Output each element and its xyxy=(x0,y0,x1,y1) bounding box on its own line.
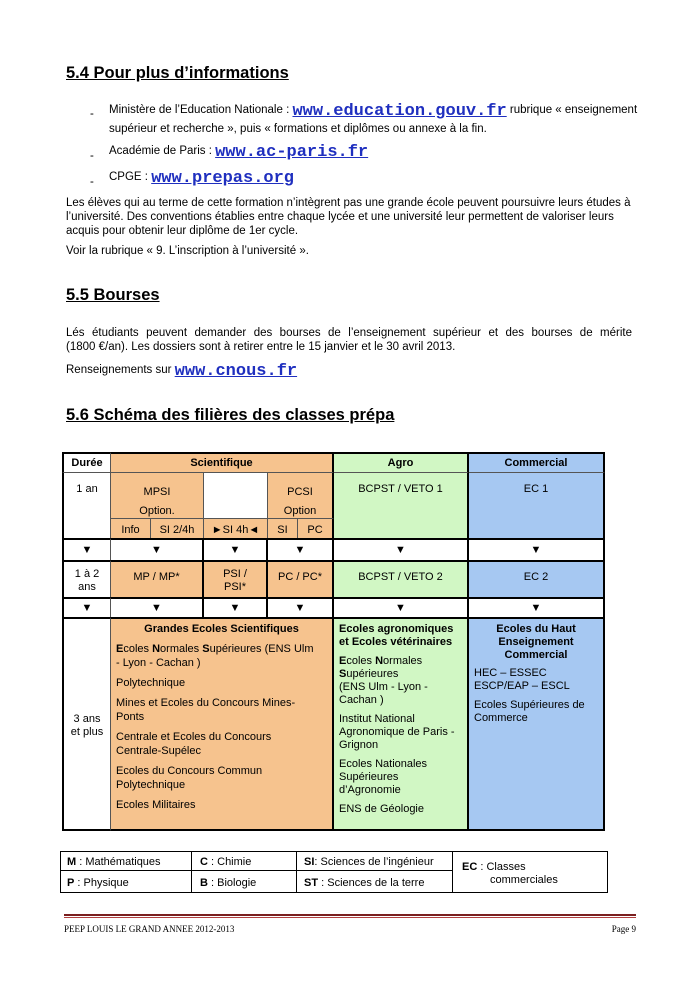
legend-value: : Physique xyxy=(74,877,129,889)
footer-rule-thin xyxy=(64,917,636,918)
legend-key: M xyxy=(67,856,77,868)
footer-rule xyxy=(64,914,636,916)
agro-item: Cachan ) xyxy=(339,694,384,706)
item-prefix: Académie de Paris : xyxy=(109,145,216,157)
sci-item: Centrale-Supélec xyxy=(116,745,201,757)
legend-p xyxy=(60,871,192,893)
item-prefix: Ministère de l’Education Nationale : xyxy=(109,104,293,116)
legend-key: ST xyxy=(304,877,319,889)
duree-line: et plus xyxy=(70,726,104,738)
opt-info: Info xyxy=(111,518,151,538)
legend-si xyxy=(297,851,453,871)
section-title-5-5: 5.5 Bourses xyxy=(66,286,160,304)
arrow-down-icon: ▼ xyxy=(268,597,334,617)
legend-key: EC xyxy=(462,861,478,873)
legend-value: : Sciences de l’ingénieur xyxy=(314,856,434,868)
ec-2: EC 2 xyxy=(469,560,605,597)
paragraph-line: (1800 €/an). Les dossiers sont à retirer entre le 15 janvier et le 30 avril 2013. xyxy=(66,341,456,353)
sci-schools: Grandes Ecoles Scientifiques Ecoles Normales Supérieures (ENS Ulm - Lyon - Cachan ) Polytechnique Mines et Ecoles du Concours Mines- Ponts Centrale et Ecoles du Concours Centrale-Supélec Ecoles du Concours Commun Polytechnique Ecoles Militaires xyxy=(111,617,334,831)
bullet-dash: - xyxy=(90,108,94,120)
bcpst-2: BCPST / VETO 2 xyxy=(334,560,469,597)
paragraph-line: acquis pour obtenir leur diplôme de 1er cycle. xyxy=(66,225,299,237)
psi-line: PSI* xyxy=(223,581,246,593)
sci-item: Polytechnique xyxy=(116,677,186,689)
blank-cell xyxy=(204,473,268,518)
bullet-dash: - xyxy=(90,150,94,162)
com-item: Commerce xyxy=(474,712,528,724)
header-agro: Agro xyxy=(334,452,469,473)
renseignements xyxy=(66,362,297,381)
legend-key: P xyxy=(67,877,75,889)
duree-3-ans xyxy=(62,617,111,831)
prepas-link[interactable]: www.prepas.org xyxy=(151,169,295,188)
arrow-down-icon: ▼ xyxy=(111,597,204,617)
mpsi-label: MPSI xyxy=(143,486,171,498)
legend-value: : Chimie xyxy=(207,856,252,868)
item-continuation: supérieur et recherche », puis « formations et diplômes ou annexe à la fin. xyxy=(109,123,487,135)
legend-c xyxy=(192,851,297,871)
sci-item: Mines et Ecoles du Concours Mines- xyxy=(116,697,296,709)
mpsi-option: Option. xyxy=(139,505,175,517)
pcsi-option: Option xyxy=(283,505,317,517)
item-prefix: CPGE : xyxy=(109,171,152,183)
com-item: HEC – ESSEC xyxy=(474,667,547,679)
arrow-down-icon: ▼ xyxy=(111,538,204,560)
pc-cell: PC / PC* xyxy=(268,560,334,597)
com-schools xyxy=(469,617,605,831)
sci-item: Centrale et Ecoles du Concours xyxy=(116,731,272,743)
paragraph-line: Les élèves qui au terme de cette formation n’intègrent pas une grande école peuvent poursuivre leurs études à xyxy=(66,197,631,209)
legend-key: SI xyxy=(304,856,315,868)
legend-value: : Sciences de la terre xyxy=(318,877,425,889)
pcsi-label: PCSI xyxy=(287,486,313,498)
duree-1-an: 1 an xyxy=(62,473,111,538)
legend-value: : Biologie xyxy=(207,877,257,889)
legend-value: : Classes xyxy=(477,861,526,873)
legend-b xyxy=(192,871,297,893)
list-item xyxy=(109,102,649,121)
sci-item: - Lyon - Cachan ) xyxy=(116,657,201,669)
agro-title: Ecoles agronomiques xyxy=(339,623,454,635)
arrow-down-icon: ▼ xyxy=(268,538,334,560)
opt-si: SI xyxy=(268,518,298,538)
list-item xyxy=(109,169,294,188)
legend-key: C xyxy=(200,856,208,868)
sci-item: Ponts xyxy=(116,711,145,723)
cnous-link[interactable]: www.cnous.fr xyxy=(174,362,298,381)
psi-cell xyxy=(204,560,268,597)
legend-ec xyxy=(453,851,608,893)
sci-item: Polytechnique xyxy=(116,779,186,791)
paragraph xyxy=(66,326,632,354)
mpsi-cell xyxy=(111,473,204,518)
legend-key: B xyxy=(200,877,208,889)
education-link[interactable]: www.education.gouv.fr xyxy=(292,102,507,121)
agro-item: Ecoles Nationales xyxy=(339,758,428,770)
arrow-down-icon: ▼ xyxy=(469,538,605,560)
duree-1-2-ans xyxy=(62,560,111,597)
agro-item: Agronomique de Paris - xyxy=(339,726,455,738)
com-item: Ecoles Supérieures de xyxy=(474,699,585,711)
duree-line: 3 ans xyxy=(73,713,101,725)
legend-value: : Mathématiques xyxy=(76,856,161,868)
legend-m xyxy=(60,851,192,871)
agro-item: Institut National xyxy=(339,713,415,725)
section-title-5-4: 5.4 Pour plus d’informations xyxy=(66,64,289,82)
section-title-5-6: 5.6 Schéma des filières des classes prépa xyxy=(66,406,395,424)
paragraph-line: Lés étudiants peuvent demander des bourses de l’enseignement supérieur et des bourses de mérite xyxy=(66,327,632,339)
com-title: Enseignement xyxy=(498,636,574,648)
renseignements-label: Renseignements sur xyxy=(66,364,175,376)
arrow-down-icon: ▼ xyxy=(334,597,469,617)
com-title: Commercial xyxy=(504,649,568,661)
sci-title: Grandes Ecoles Scientifiques xyxy=(144,623,299,635)
opt-pc: PC xyxy=(298,518,334,538)
header-duree: Durée xyxy=(62,452,111,473)
bullet-dash: - xyxy=(90,176,94,188)
duree-line: 1 à 2 xyxy=(74,568,100,580)
sci-item: Ecoles du Concours Commun xyxy=(116,765,263,777)
ac-paris-link[interactable]: www.ac-paris.fr xyxy=(215,143,369,162)
footer-left: PEEP LOUIS LE GRAND ANNEE 2012-2013 xyxy=(64,924,235,934)
list-item xyxy=(109,143,368,162)
psi-line: PSI / xyxy=(223,568,247,580)
header-scientifique: Scientifique xyxy=(111,452,334,473)
agro-item: Supérieures xyxy=(339,771,399,783)
agro-title: et Ecoles vétérinaires xyxy=(339,636,453,648)
arrow-down-icon: ▼ xyxy=(334,538,469,560)
page-number: Page 9 xyxy=(611,924,636,934)
bcpst-1: BCPST / VETO 1 xyxy=(334,473,469,538)
mp-cell: MP / MP* xyxy=(111,560,204,597)
agro-item: Grignon xyxy=(339,739,379,751)
voir-rubrique: Voir la rubrique « 9. L’inscription à l’université ». xyxy=(66,245,309,257)
legend-st xyxy=(297,871,453,893)
com-item: ESCP/EAP – ESCL xyxy=(474,680,570,692)
sci-item: Ecoles Militaires xyxy=(116,799,196,811)
agro-schools: Ecoles agronomiques et Ecoles vétérinaires Ecoles Normales Supérieures (ENS Ulm - Lyon - Cachan ) Institut National Agronomique de Paris - Grignon Ecoles Nationales Supérieures d’Agronomie ENS de Géologie xyxy=(334,617,469,831)
paragraph xyxy=(66,196,632,238)
com-title: Ecoles du Haut xyxy=(496,623,576,635)
opt-si24: SI 2/4h xyxy=(151,518,204,538)
header-commercial: Commercial xyxy=(469,452,605,473)
item-suffix: rubrique « enseignement xyxy=(506,104,638,116)
arrow-down-icon: ▼ xyxy=(204,597,268,617)
arrow-down-icon: ▼ xyxy=(204,538,268,560)
opt-si4: ►SI 4h◄ xyxy=(204,518,268,538)
agro-item: ENS de Géologie xyxy=(339,803,424,815)
agro-item: (ENS Ulm - Lyon - xyxy=(339,681,428,693)
ec-1: EC 1 xyxy=(469,473,605,538)
paragraph-line: l’université. Des conventions établies entre chaque lycée et une université leur permettent de valoriser leurs xyxy=(66,211,614,223)
arrow-down-icon: ▼ xyxy=(62,597,111,617)
agro-item: d’Agronomie xyxy=(339,784,401,796)
arrow-down-icon: ▼ xyxy=(62,538,111,560)
pcsi-cell xyxy=(268,473,334,518)
arrow-down-icon: ▼ xyxy=(469,597,605,617)
duree-line: ans xyxy=(78,581,96,593)
legend-value: commerciales xyxy=(490,874,558,886)
